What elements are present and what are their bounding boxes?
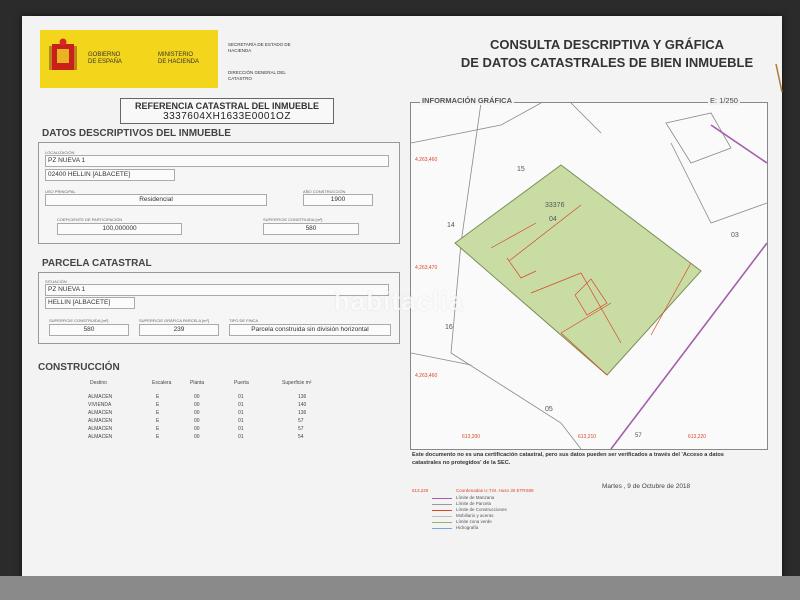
table-row: VIVIENDA E 00 01 140: [88, 402, 307, 408]
pin-icon: [774, 64, 784, 94]
table-row: ALMACEN E 00 01 136: [88, 394, 307, 400]
sup-const-label: SUPERFICIE CONSTRUIDA [m²]: [49, 318, 109, 323]
government-logo: [40, 30, 218, 88]
datos-title: DATOS DESCRIPTIVOS DEL INMUEBLE: [42, 128, 231, 139]
uso-value: Residencial: [45, 194, 267, 206]
neighbor-16: 16: [445, 324, 453, 331]
table-row: ALMACEN E 00 01 54: [88, 434, 304, 440]
parcel-ref: 33376: [545, 202, 565, 209]
table-row: ALMACEN E 00 01 57: [88, 418, 304, 424]
uso-label: USO PRINCIPAL: [45, 189, 76, 194]
legend-item: Límite de Parcela: [412, 501, 612, 507]
table-row: ALMACEN E 00 01 57: [88, 426, 304, 432]
x-coord-bottom-right: 613,220: [688, 434, 707, 440]
street-label: 57: [635, 433, 642, 439]
sup-graf-value: 239: [139, 324, 219, 336]
sup-value: 580: [263, 223, 359, 235]
legend-item: Límite zona verde: [412, 519, 612, 525]
ano-value: 1900: [303, 194, 373, 206]
construccion-title: CONSTRUCCIÓN: [38, 362, 120, 373]
legend-item: Mobiliario y aceras: [412, 513, 612, 519]
map-scale: E: 1/250: [710, 96, 738, 105]
table-header: Destino Escalera Planta Puerta Superficie m²: [90, 380, 312, 386]
direccion-text: DIRECCIÓN GENERAL DEL CATASTRO: [228, 70, 286, 81]
gov-name: GOBIERNO DE ESPAÑA: [88, 52, 122, 65]
coat-of-arms-icon: [48, 38, 78, 78]
document-page: [22, 16, 782, 584]
tipo-value: Parcela construida sin división horizontal: [229, 324, 391, 336]
y-coord-top: 4,263,460: [415, 157, 438, 163]
sup-label: SUPERFICIE CONSTRUIDA [m²]: [263, 217, 323, 222]
coef-value: 100,000000: [57, 223, 182, 235]
x-coord-bottom-mid: 613,210: [578, 434, 597, 440]
y-coord-mid: 4,263,470: [415, 265, 438, 271]
referencia-value: 3337604XH1633E0001OZ: [163, 111, 291, 122]
referencia-label: REFERENCIA CATASTRAL DEL INMUEBLE: [134, 101, 319, 111]
map-drawing: [411, 103, 767, 449]
disclaimer-note: Este documento no es una certificación catastral, pero sus datos pueden ser verificados a través del 'Acceso a datos catastrales no protegidos' de la SEC.: [412, 452, 724, 466]
document-title: CONSULTA DESCRIPTIVA Y GRÁFICA DE DATOS CATASTRALES DE BIEN INMUEBLE: [460, 37, 754, 70]
document-date: Martes , 9 de Octubre de 2018: [602, 483, 691, 490]
legend-item: Hidrografía: [412, 525, 612, 531]
table-row: ALMACEN E 00 01 136: [88, 410, 307, 416]
grafica-title: INFORMACIÓN GRÁFICA: [422, 96, 512, 105]
tipo-label: TIPO DE FINCA: [229, 318, 259, 323]
sup-graf-label: SUPERFICIE GRÁFICA PARCELA [m²]: [139, 318, 209, 323]
neighbor-03: 03: [731, 232, 739, 239]
coef-label: COEFICIENTE DE PARTICIPACIÓN: [57, 217, 123, 222]
legend-item: Límite de Manzana: [412, 495, 612, 501]
parcel-number: 04: [549, 216, 557, 223]
legend-item: Límite de Construcciones: [412, 507, 612, 513]
neighbor-14: 14: [447, 222, 455, 229]
localizacion-line1: PZ NUEVA 1: [45, 155, 389, 167]
watermark-logo: habitaclia: [334, 286, 464, 316]
secretaria-text: SECRETARÍA DE ESTADO DE HACIENDA: [228, 42, 291, 53]
situacion-line2: HELLIN [ALBACETE]: [45, 297, 135, 309]
legend-coords: 613,220 Coordenadas U.T.M. Huso 30 ETRS89: [412, 488, 534, 493]
situacion-label: SITUACIÓN: [45, 279, 67, 284]
cadastral-map: [410, 102, 768, 450]
ministry-name: MINISTERIO DE HACIENDA: [158, 52, 200, 65]
ano-label: AÑO CONSTRUCCIÓN: [303, 189, 346, 194]
referencia-box: [120, 98, 334, 124]
neighbor-15: 15: [517, 166, 525, 173]
neighbor-05: 05: [545, 406, 553, 413]
localizacion-label: LOCALIZACIÓN: [45, 150, 75, 155]
situacion-line1: PZ NUEVA 1: [45, 284, 389, 296]
x-coord-bottom-left: 613,200: [462, 434, 481, 440]
parcela-title: PARCELA CATASTRAL: [42, 258, 152, 269]
table-surface: [0, 576, 800, 600]
datos-box: [38, 142, 400, 244]
y-coord-bottom: 4,263,460: [415, 373, 438, 379]
localizacion-line2: 02400 HELLIN [ALBACETE]: [45, 169, 175, 181]
sup-const-value: 580: [49, 324, 129, 336]
